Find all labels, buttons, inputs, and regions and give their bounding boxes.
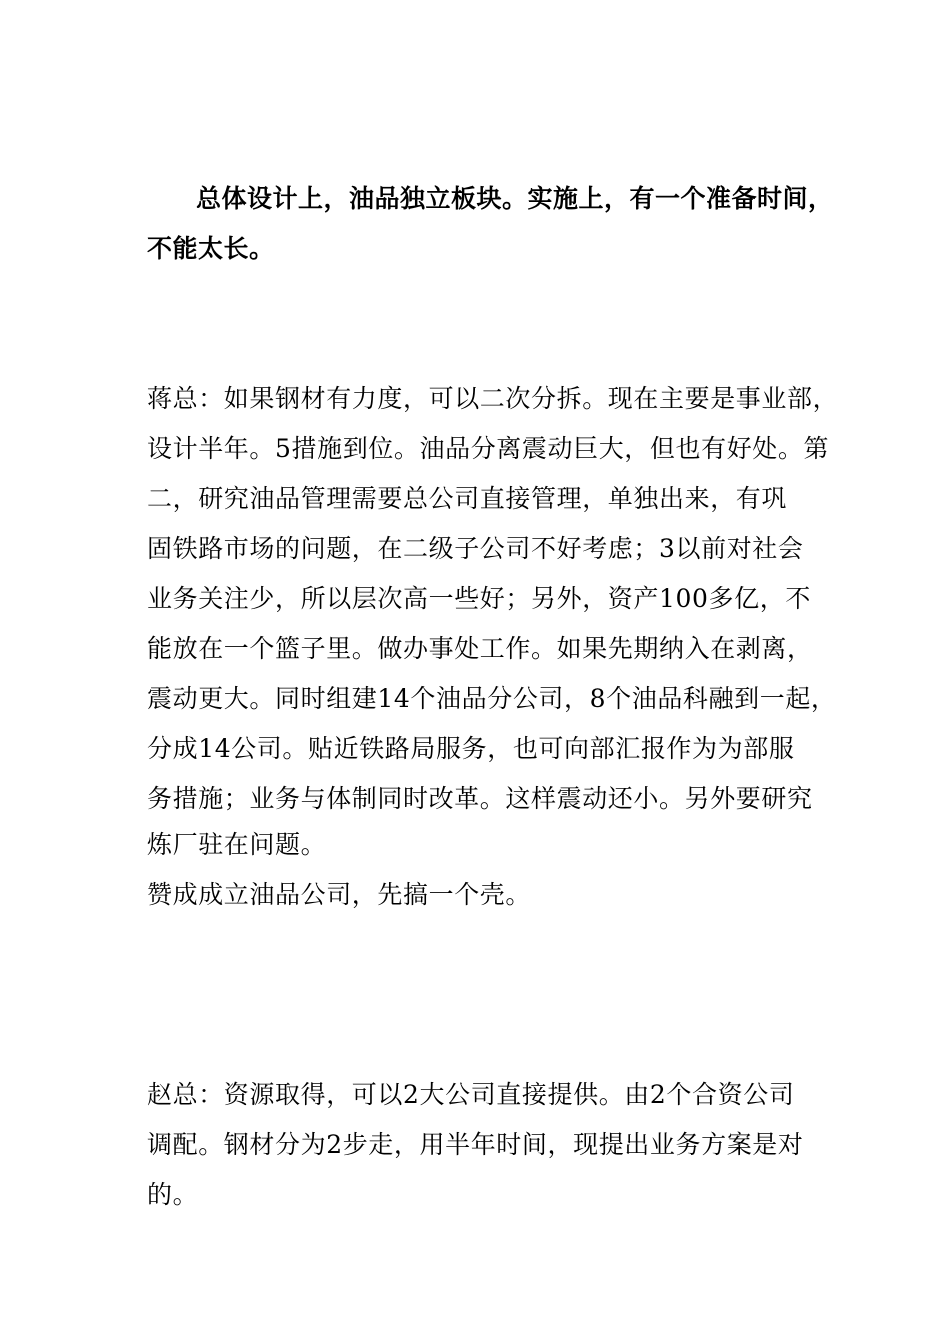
zhao-line-2: 调配。钢材分为2步走，用半年时间，现提出业务方案是对 xyxy=(147,1130,804,1159)
zhao-line-1: 赵总：资源取得，可以2大公司直接提供。由2个合资公司 xyxy=(147,1080,795,1109)
jiang-extra-line: 赞成成立油品公司，先搞一个壳。 xyxy=(147,880,532,909)
jiang-line-7: 震动更大。同时组建14个油品分公司，8个油品科融到一起， xyxy=(147,684,837,713)
jiang-line-3: 二，研究油品管理需要总公司直接管理，单独出来，有巩 xyxy=(147,484,788,513)
jiang-line-6: 能放在一个篮子里。做办事处工作。如果先期纳入在剥离， xyxy=(147,634,813,663)
jiang-line-9: 务措施；业务与体制同时改革。这样震动还小。另外要研究 xyxy=(147,784,813,813)
jiang-line-1: 蒋总：如果钢材有力度，可以二次分拆。现在主要是事业部， xyxy=(147,384,839,413)
intro-line-1: 总体设计上，油品独立板块。实施上，有一个准备时间， xyxy=(196,184,834,213)
jiang-line-10: 炼厂驻在问题。 xyxy=(147,830,327,859)
jiang-line-5: 业务关注少，所以层次高一些好；另外，资产100多亿，不 xyxy=(147,584,811,613)
intro-line-2: 不能太长。 xyxy=(147,234,275,263)
jiang-line-4: 固铁路市场的问题，在二级子公司不好考虑；3以前对社会 xyxy=(147,534,804,563)
zhao-line-3: 的。 xyxy=(147,1180,199,1209)
jiang-line-2: 设计半年。5措施到位。油品分离震动巨大，但也有好处。第 xyxy=(147,434,830,463)
jiang-line-8: 分成14公司。贴近铁路局服务，也可向部汇报作为为部服 xyxy=(147,734,795,763)
